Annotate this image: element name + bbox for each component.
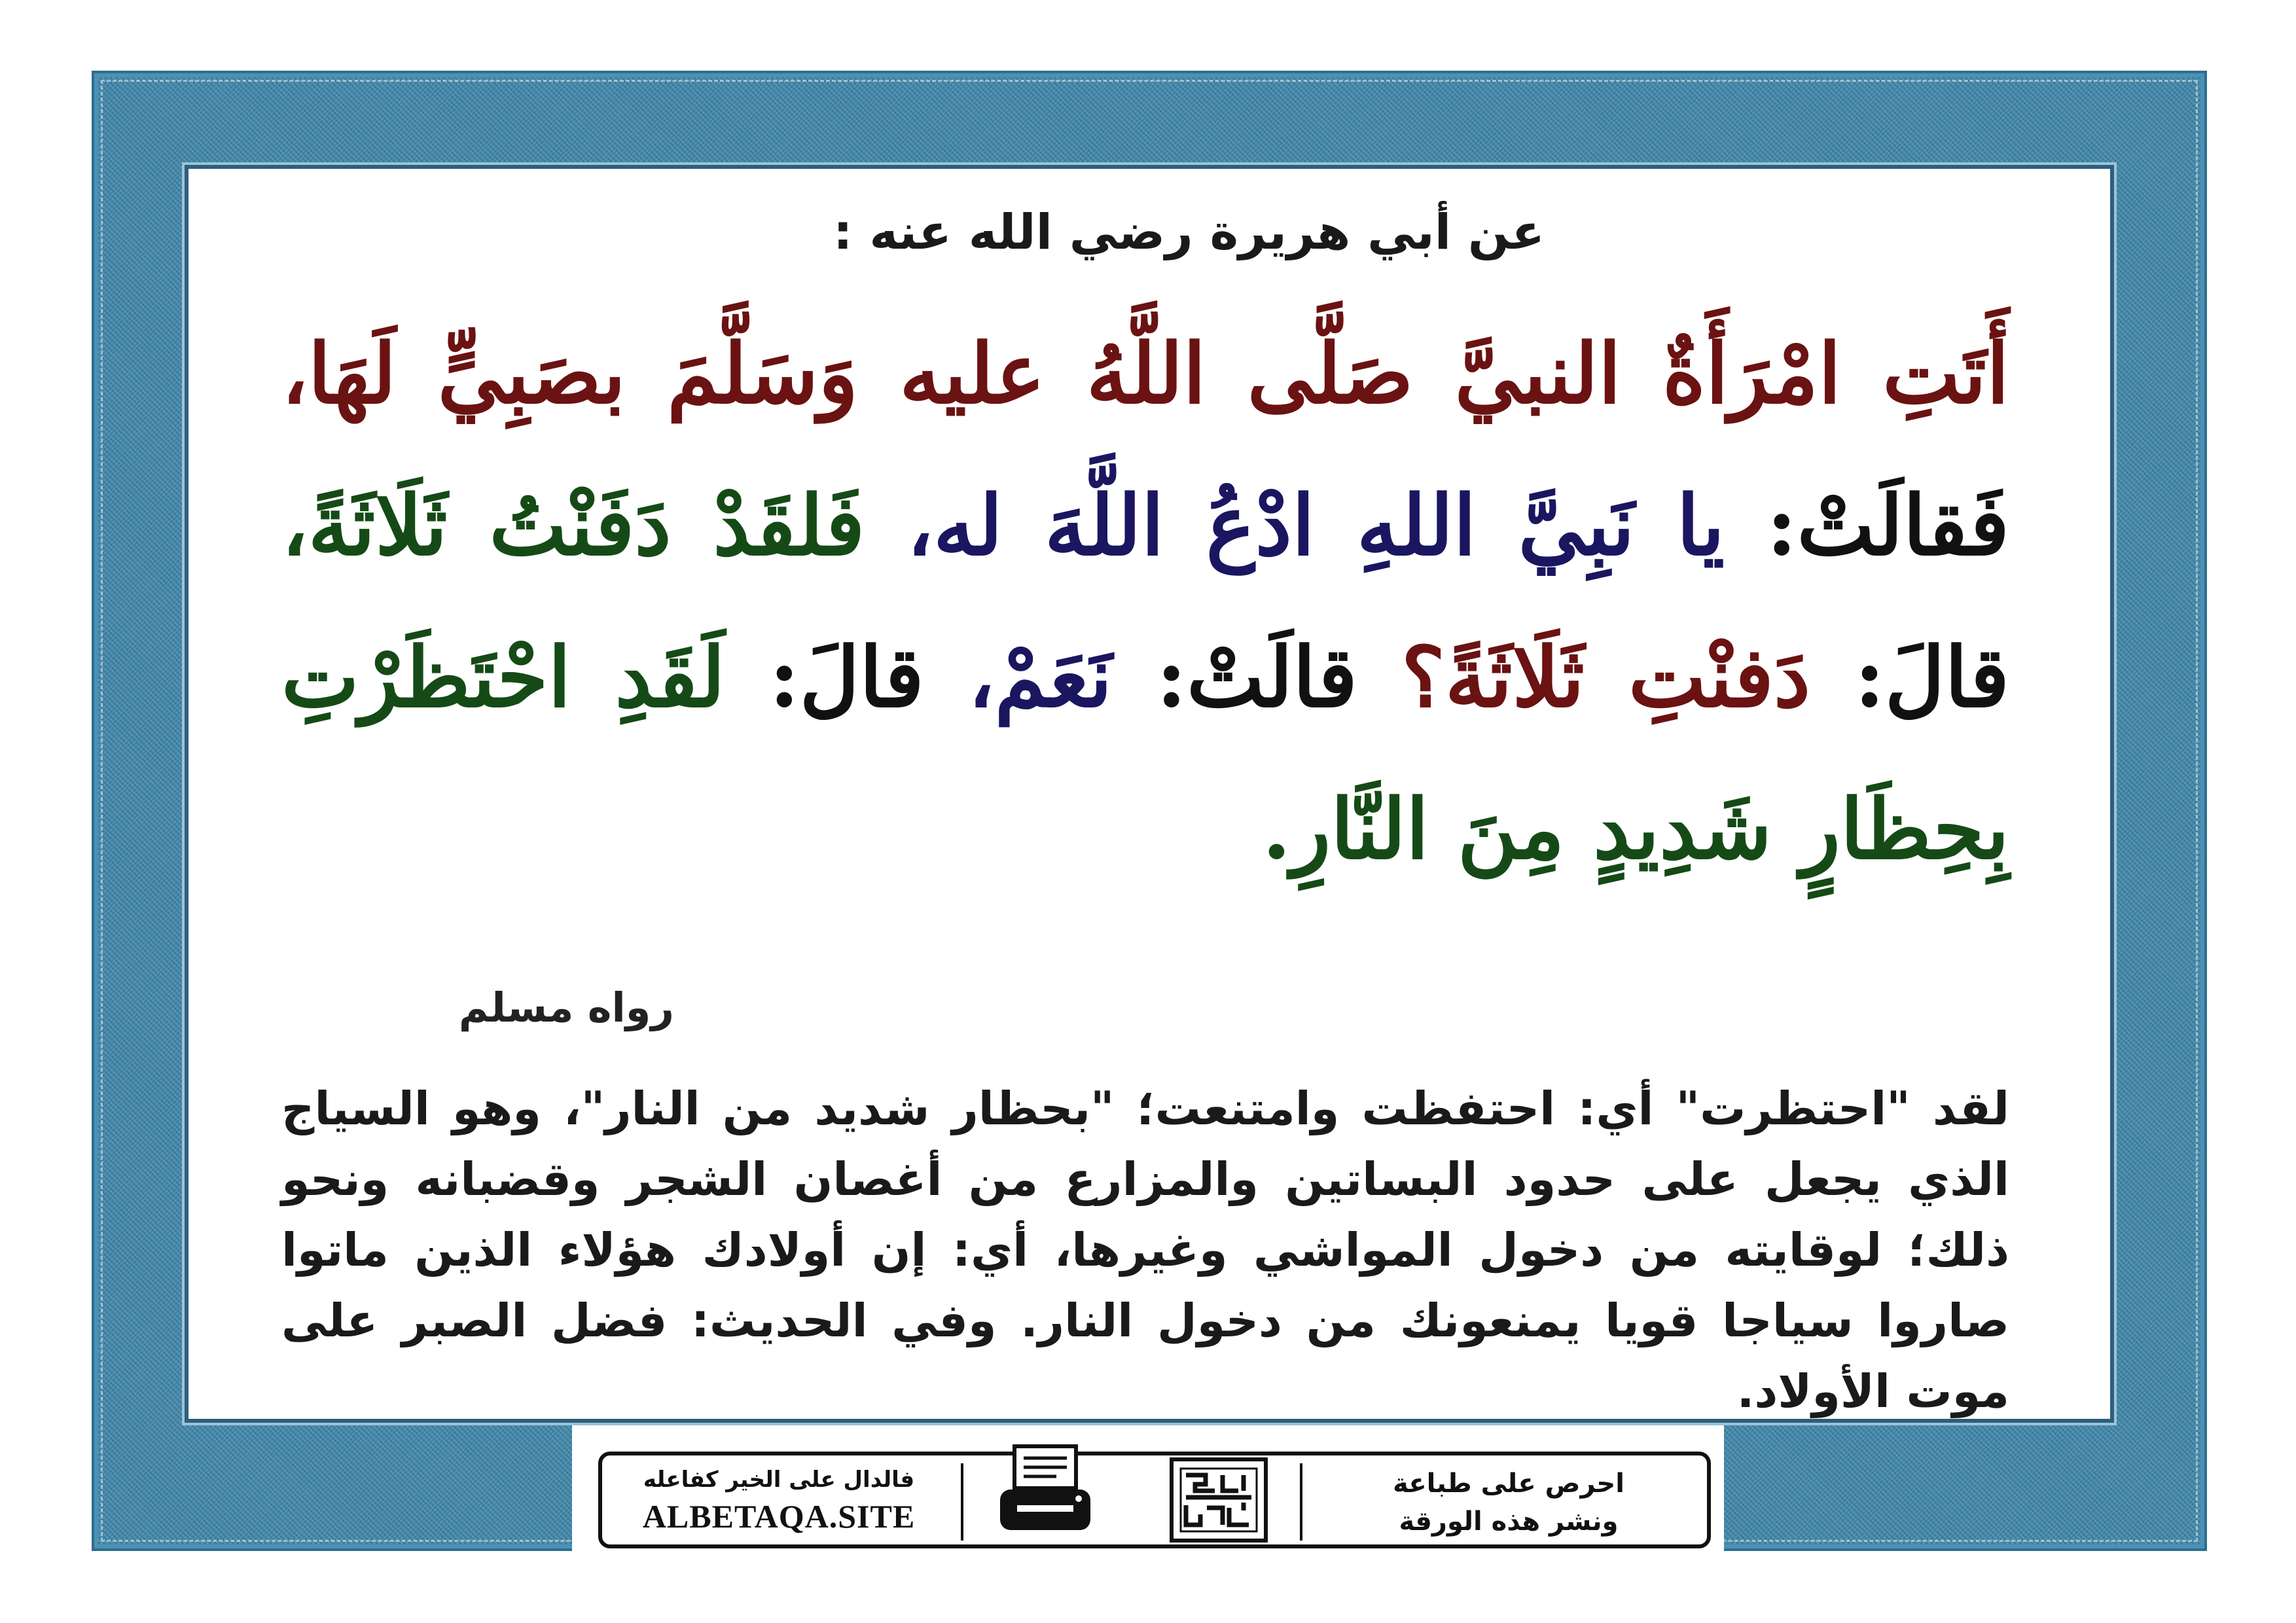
footer-divider: [1300, 1463, 1302, 1541]
hadith-segment: أَتَتِ امْرَأَةٌ النبيَّ صَلَّى اللَّهُ عليه وَسَلَّمَ بصَبِيٍّ لَهَا،: [281, 325, 2009, 422]
hadith-segment: فَلقَدْ دَفَنْتُ ثَلَاثَةً،: [281, 477, 865, 574]
footer-site-link[interactable]: ALBETAQA.SITE: [642, 1498, 916, 1535]
footer-reminder: [1322, 1465, 1695, 1542]
footer-tagline: فالدال على الخير كفاعله: [643, 1467, 915, 1493]
narrator-line: عن أبي هريرة رضي الله عنه :: [833, 204, 1545, 260]
hadith-segment: قالَ:: [769, 629, 924, 726]
explanation-text: لقد "احتظرت" أي: احتفظت وامتنعت؛ "بحظار شديد من النار"، وهو السياج الذي يجعل على حدود البساتين والمزارع من أغصان الشجر وقضبانه ونحو ذلك؛ لوقايته من دخول المواشي وغيرها، أي: إن أولادك هؤلاء الذين ماتوا صاروا سياجا قويا يمنعونك من دخول النار. وفي الحديث: فضل الصبر على موت الأولاد.: [281, 1082, 2009, 1418]
reminder-line: ونشر هذه الورقة: [1399, 1507, 1619, 1537]
hadith-segment: دَفنْتِ ثَلَاثَةً؟: [1401, 629, 1811, 726]
hadith-segment: قالَتْ:: [1156, 629, 1357, 726]
hadith-segment: نَعَمْ،: [967, 629, 1113, 726]
hadith-segment: يا نَبِيَّ اللهِ ادْعُ اللَّهَ له،: [906, 477, 1725, 574]
hadith-segment: قالَ:: [1854, 629, 2009, 726]
footer-site-block: [615, 1463, 942, 1542]
footer-divider: [961, 1463, 963, 1541]
hadith-segment: فَقالَتْ:: [1766, 477, 2009, 574]
dawah-logo: [1166, 1455, 1271, 1544]
hadith-text: [281, 298, 2009, 913]
footer-bar: [598, 1452, 1711, 1548]
hadith-segment: لَقَدِ احْتَظَرْتِ بِحِظَارٍ شَدِيدٍ مِنَ النَّارِ.: [281, 629, 2009, 878]
reminder-line: احرص على طباعة: [1393, 1469, 1624, 1499]
hadith-source: رواه مسلم: [458, 984, 674, 1031]
printer-icon: [996, 1442, 1094, 1544]
